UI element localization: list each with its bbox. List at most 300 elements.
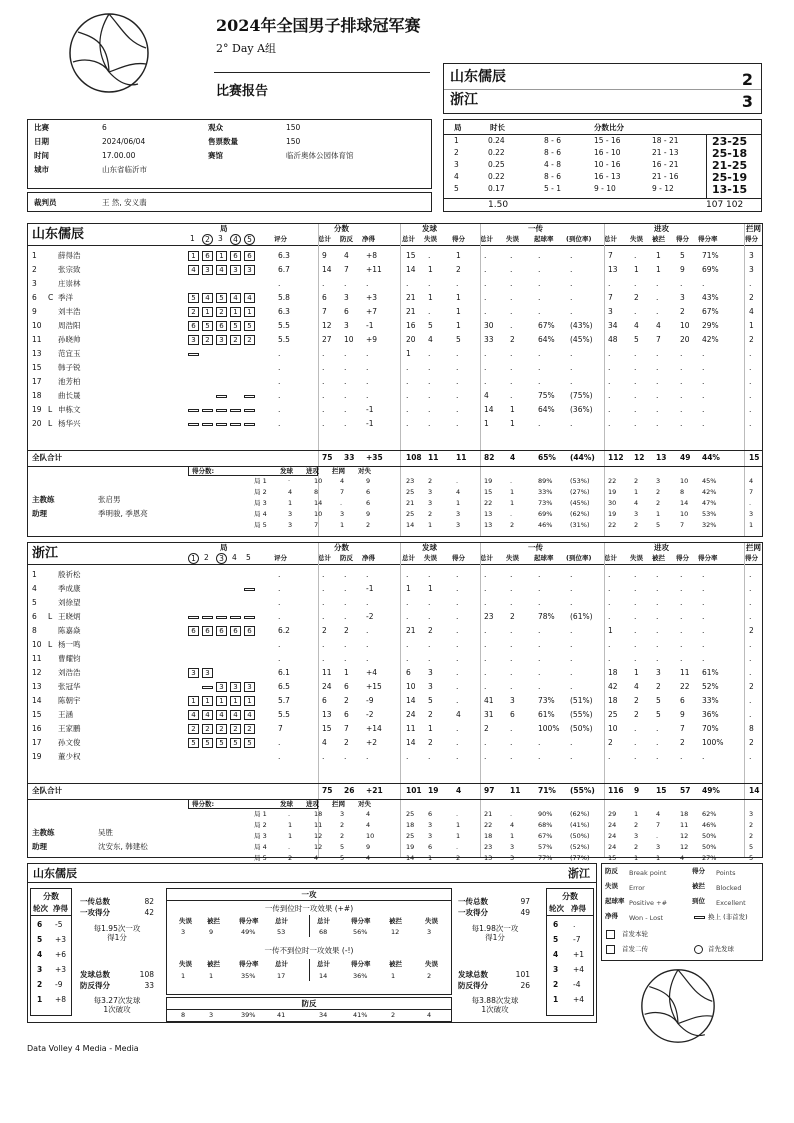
stat-se: . bbox=[428, 419, 431, 428]
sub-marker bbox=[188, 616, 199, 619]
zone-box: 2 bbox=[202, 724, 213, 734]
a-recv-pts-label: 一攻得分 bbox=[80, 908, 110, 917]
stat-ae: 2 bbox=[634, 710, 639, 719]
sets-won-b: 3 bbox=[741, 92, 753, 111]
stat-rt: 31 bbox=[484, 710, 494, 719]
column-header: 总计 bbox=[318, 235, 331, 243]
set-col-num: 4 bbox=[232, 553, 237, 562]
stat-apct: . bbox=[702, 584, 705, 593]
stat-blk: 2 bbox=[749, 335, 754, 344]
player-number: 10 bbox=[32, 321, 42, 330]
player-row bbox=[28, 695, 762, 709]
stat-ap: 9 bbox=[680, 265, 685, 274]
byset-rpos: 89% bbox=[538, 477, 553, 485]
stat-ab: 1 bbox=[656, 265, 661, 274]
byset-st: 14 bbox=[406, 521, 415, 529]
byset-set: 局 1 bbox=[254, 477, 267, 485]
stat-wl: . bbox=[366, 377, 369, 386]
stat-tot: . bbox=[322, 405, 325, 414]
stat-ap: . bbox=[680, 349, 683, 358]
byset-value: 1 bbox=[288, 499, 293, 507]
set-partial-8: 4 - 8 bbox=[544, 160, 562, 169]
byset-st: 14 bbox=[406, 854, 415, 862]
totals-label: 全队合计 bbox=[32, 453, 62, 462]
points-header: 分数 bbox=[334, 224, 349, 233]
stat-ab: . bbox=[656, 363, 659, 372]
legend-sub-marker bbox=[694, 916, 705, 919]
byset-blk: 7 bbox=[749, 488, 754, 496]
byset-ap: 14 bbox=[680, 499, 689, 507]
stat-ap: . bbox=[680, 612, 683, 621]
stat-ap: 20 bbox=[680, 335, 690, 344]
set-duration: 0.24 bbox=[488, 136, 505, 145]
zone-box: 2 bbox=[216, 307, 227, 317]
set-number: 5 bbox=[454, 184, 459, 193]
byset-set: 局 4 bbox=[254, 510, 267, 518]
byset-at: 30 bbox=[608, 499, 617, 507]
stat-bp: . bbox=[344, 570, 347, 579]
stat-re: 2 bbox=[510, 335, 515, 344]
stat-sp: 2 bbox=[456, 265, 461, 274]
so-neg-b: 36% bbox=[353, 972, 368, 980]
a-recv-total: 82 bbox=[144, 897, 154, 906]
byset-rt: 22 bbox=[484, 499, 493, 507]
total-blk: 15 bbox=[749, 453, 760, 462]
stat-blk: . bbox=[749, 584, 752, 593]
column-header: 失误 bbox=[506, 235, 519, 243]
stat-ap: 2 bbox=[680, 738, 685, 747]
player-row bbox=[28, 723, 762, 737]
stat-at: . bbox=[608, 349, 611, 358]
player-name: 孙晓帅 bbox=[58, 335, 81, 344]
set-number: 3 bbox=[454, 160, 459, 169]
rotation-net: . bbox=[573, 920, 576, 929]
byset-re: . bbox=[510, 510, 513, 518]
stat-blk: . bbox=[749, 668, 752, 677]
stat-at: 25 bbox=[608, 710, 618, 719]
player-number: 11 bbox=[32, 654, 42, 663]
stat-wl: . bbox=[366, 752, 369, 761]
stat-rpos: . bbox=[538, 265, 541, 274]
total-st: 101 bbox=[406, 786, 422, 795]
stat-blk: . bbox=[749, 377, 752, 386]
stat-ap: 7 bbox=[680, 724, 685, 733]
stat-apct: . bbox=[702, 405, 705, 414]
byset-ab: 1 bbox=[656, 854, 661, 862]
sets-total-duration: 1.50 bbox=[488, 200, 509, 210]
byset-se: 6 bbox=[428, 810, 433, 818]
stat-v: 5.5 bbox=[278, 710, 290, 719]
rotation-net: -9 bbox=[55, 980, 63, 989]
stat-blk: . bbox=[749, 752, 752, 761]
stat-apct: 61% bbox=[702, 668, 719, 677]
byset-se: 6 bbox=[428, 843, 433, 851]
stat-blk: . bbox=[749, 363, 752, 372]
rotation-number: 5 bbox=[553, 935, 559, 944]
stat-se: 2 bbox=[428, 710, 433, 719]
stat-bp: . bbox=[344, 752, 347, 761]
column-header: 防反 bbox=[340, 554, 353, 562]
byset-rpos: 67% bbox=[538, 832, 553, 840]
stat-sp: . bbox=[456, 584, 459, 593]
zone-box: 6 bbox=[188, 626, 199, 636]
total-sp: 11 bbox=[456, 453, 467, 462]
rot-a-net-label: 净得 bbox=[53, 904, 68, 913]
rot-b-rot-label: 轮次 bbox=[549, 904, 564, 913]
totals-row bbox=[28, 452, 762, 466]
byset-value: 2 bbox=[340, 832, 345, 840]
byset-row bbox=[28, 811, 762, 822]
zone-box: 5 bbox=[216, 738, 227, 748]
stat-blk: 3 bbox=[749, 251, 754, 260]
byset-value: 4 bbox=[366, 854, 371, 862]
byset-apct: 32% bbox=[702, 521, 717, 529]
byset-ab: 5 bbox=[656, 521, 661, 529]
sub-marker bbox=[244, 616, 255, 619]
byset-ap: 18 bbox=[680, 810, 689, 818]
stat-rpos: . bbox=[538, 626, 541, 635]
zone-box: 1 bbox=[216, 696, 227, 706]
zone-box: 6 bbox=[202, 626, 213, 636]
player-number: 19 bbox=[32, 405, 42, 414]
neg-label: 一传不到位时一攻效果 (-!) bbox=[264, 946, 354, 955]
byset-rt: 13 bbox=[484, 854, 493, 862]
byset-sp: 1 bbox=[456, 499, 461, 507]
byset-rpos: 68% bbox=[538, 821, 553, 829]
player-name: 董少权 bbox=[58, 752, 81, 761]
byset-rpos: 46% bbox=[538, 521, 553, 529]
stat-st: 14 bbox=[406, 696, 416, 705]
byset-value: 5 bbox=[340, 854, 345, 862]
legend-term: 起球率 bbox=[605, 897, 625, 905]
byset-value: 18 bbox=[314, 810, 323, 818]
stat-rpos: . bbox=[538, 363, 541, 372]
byset-re: . bbox=[510, 810, 513, 818]
stat-wl: -1 bbox=[366, 419, 374, 428]
rotation-b bbox=[546, 888, 594, 1016]
stat-blk: 2 bbox=[749, 626, 754, 635]
stat-apct: . bbox=[702, 349, 705, 358]
rotation-net: +8 bbox=[55, 995, 67, 1004]
stat-apct: 71% bbox=[702, 251, 719, 260]
byset-value: 4 bbox=[366, 821, 371, 829]
byset-blk: . bbox=[749, 499, 752, 507]
byset-re: 2 bbox=[510, 521, 515, 529]
stat-ae: 1 bbox=[634, 668, 639, 677]
zone-box: 4 bbox=[230, 710, 241, 720]
stat-apct: 42% bbox=[702, 335, 719, 344]
stat-sp: 4 bbox=[456, 710, 461, 719]
coach-name: 张启男 bbox=[98, 495, 121, 504]
team-name: 浙江 bbox=[32, 546, 59, 561]
column-header: 得分 bbox=[676, 235, 689, 243]
set-number: 1 bbox=[454, 136, 459, 145]
stat-bp: 2 bbox=[344, 626, 349, 635]
stat-ae: . bbox=[634, 391, 637, 400]
bp-a: 39% bbox=[241, 1011, 256, 1019]
byset-apct: 42% bbox=[702, 488, 717, 496]
column-header: 评分 bbox=[274, 554, 287, 562]
so-col-head: 失误 bbox=[179, 917, 192, 925]
player-name: 曲长晟 bbox=[58, 391, 81, 400]
byset-st: 21 bbox=[406, 499, 415, 507]
stat-sp: 1 bbox=[456, 293, 461, 302]
zone-box: 3 bbox=[244, 265, 255, 275]
stat-st: . bbox=[406, 570, 409, 579]
stat-sp: . bbox=[456, 570, 459, 579]
stat-st: 1 bbox=[406, 584, 411, 593]
byset-value: 11 bbox=[314, 821, 323, 829]
stat-se: . bbox=[428, 363, 431, 372]
stat-tot: 24 bbox=[322, 682, 332, 691]
stat-rt: 23 bbox=[484, 612, 494, 621]
so-col-head: 得分率 bbox=[239, 917, 259, 925]
byset-rexc: (27%) bbox=[570, 488, 590, 496]
stat-re: . bbox=[510, 279, 513, 288]
zone-box: 3 bbox=[216, 335, 227, 345]
legend-desc: Won - Lost bbox=[629, 914, 664, 922]
a-recv-pts: 42 bbox=[144, 908, 154, 917]
stat-ab: . bbox=[656, 752, 659, 761]
stat-sp: . bbox=[456, 626, 459, 635]
stat-sp: . bbox=[456, 349, 459, 358]
player-number: 17 bbox=[32, 377, 42, 386]
stat-se: . bbox=[428, 251, 431, 260]
zone-box: 1 bbox=[244, 307, 255, 317]
player-row bbox=[28, 625, 762, 639]
stat-tot: . bbox=[322, 598, 325, 607]
set-partial-16: 15 - 16 bbox=[594, 136, 621, 145]
set-partial-21: 9 - 12 bbox=[652, 184, 674, 193]
stat-ab: . bbox=[656, 584, 659, 593]
stat-re: . bbox=[510, 391, 513, 400]
total-apct: 49% bbox=[702, 786, 720, 795]
stat-se: 2 bbox=[428, 626, 433, 635]
stat-sp: . bbox=[456, 377, 459, 386]
rot-b-points-label: 分数 bbox=[562, 892, 578, 901]
byset-value: 7 bbox=[340, 488, 345, 496]
stat-ab: 5 bbox=[656, 696, 661, 705]
stat-tot: 2 bbox=[322, 626, 327, 635]
player-row bbox=[28, 306, 762, 320]
zone-box: 4 bbox=[230, 293, 241, 303]
stat-wl: . bbox=[366, 570, 369, 579]
stat-se: 3 bbox=[428, 682, 433, 691]
zone-box: 3 bbox=[202, 265, 213, 275]
byset-value: 5 bbox=[340, 843, 345, 851]
team-b-stats bbox=[27, 542, 763, 862]
stat-rt: . bbox=[484, 640, 487, 649]
byset-value: 9 bbox=[366, 477, 371, 485]
so-neg-a: 1 bbox=[181, 972, 186, 980]
byset-ab: 2 bbox=[656, 488, 661, 496]
stat-ap: 11 bbox=[680, 668, 690, 677]
set-partial-8: 8 - 6 bbox=[544, 172, 562, 181]
stat-apct: . bbox=[702, 377, 705, 386]
stat-rexc: . bbox=[570, 640, 573, 649]
bp-b: 41% bbox=[353, 1011, 368, 1019]
stat-rt: . bbox=[484, 668, 487, 677]
set-col-num: 1 bbox=[188, 553, 199, 564]
stat-st: 15 bbox=[406, 251, 416, 260]
stat-blk: 2 bbox=[749, 682, 754, 691]
stat-ab: . bbox=[656, 724, 659, 733]
audience-value: 150 bbox=[286, 123, 301, 132]
player-name: 范宜玉 bbox=[58, 349, 81, 358]
so-perfect-a: 9 bbox=[209, 928, 214, 936]
stat-tot: . bbox=[322, 654, 325, 663]
stat-sp: . bbox=[456, 682, 459, 691]
total-bp: 33 bbox=[344, 453, 355, 462]
block-header: 拦网 bbox=[746, 543, 761, 552]
stat-rexc: . bbox=[570, 598, 573, 607]
stat-wl: . bbox=[366, 363, 369, 372]
zone-box: 4 bbox=[216, 265, 227, 275]
stat-apct: . bbox=[702, 419, 705, 428]
stat-st: . bbox=[406, 279, 409, 288]
player-name: 刘徐望 bbox=[58, 598, 81, 607]
stat-st: . bbox=[406, 598, 409, 607]
byset-ae: 2 bbox=[634, 821, 639, 829]
stat-bp: 4 bbox=[344, 251, 349, 260]
stat-v: . bbox=[278, 752, 281, 761]
legend-first-box bbox=[606, 930, 615, 939]
stat-apct: 43% bbox=[702, 293, 719, 302]
stat-tot: . bbox=[322, 752, 325, 761]
byset-apct: 50% bbox=[702, 832, 717, 840]
stat-ab: . bbox=[656, 377, 659, 386]
stat-ae: 2 bbox=[634, 293, 639, 302]
player-number: 8 bbox=[32, 626, 37, 635]
stat-at: 18 bbox=[608, 696, 618, 705]
stat-ab: . bbox=[656, 349, 659, 358]
score-team-a: 山东儒辰 bbox=[450, 69, 506, 85]
stat-apct: . bbox=[702, 612, 705, 621]
assistant-names: 季明骏, 季恩亮 bbox=[98, 509, 148, 518]
stat-bp: . bbox=[344, 419, 347, 428]
so-neg-b: 14 bbox=[319, 972, 328, 980]
byset-row bbox=[28, 522, 762, 533]
stat-rexc: . bbox=[570, 584, 573, 593]
byset-at: 29 bbox=[608, 810, 617, 818]
byset-ap: 10 bbox=[680, 510, 689, 518]
stat-bp: . bbox=[344, 612, 347, 621]
byset-line bbox=[28, 799, 762, 800]
byset-rexc: (31%) bbox=[570, 521, 590, 529]
stat-re: . bbox=[510, 668, 513, 677]
player-name: 池芳柏 bbox=[58, 377, 81, 386]
player-name: 申栋文 bbox=[58, 405, 81, 414]
player-number: 14 bbox=[32, 696, 42, 705]
player-row bbox=[28, 681, 762, 695]
player-number: 15 bbox=[32, 363, 42, 372]
set-number: 2 bbox=[454, 148, 459, 157]
player-name: 韩子锐 bbox=[58, 363, 81, 372]
stat-ae: . bbox=[634, 363, 637, 372]
stat-rexc: (75%) bbox=[570, 391, 593, 400]
venue-label: 赛馆 bbox=[208, 151, 223, 160]
zone-box: 6 bbox=[230, 251, 241, 261]
stat-ap: . bbox=[680, 584, 683, 593]
byset-value: 3 bbox=[288, 510, 293, 518]
set-duration: 0.25 bbox=[488, 160, 505, 169]
byset-row bbox=[28, 822, 762, 833]
stat-ap: . bbox=[680, 279, 683, 288]
stat-ae: . bbox=[634, 251, 637, 260]
byset-rexc: (41%) bbox=[570, 821, 590, 829]
player-name: 薛得浩 bbox=[58, 251, 81, 260]
stat-at: 2 bbox=[608, 738, 613, 747]
stat-tot: 4 bbox=[322, 738, 327, 747]
stat-v: . bbox=[278, 738, 281, 747]
column-header: 失误 bbox=[424, 554, 437, 562]
stat-apct: . bbox=[702, 752, 705, 761]
set-col-num: 1 bbox=[190, 234, 195, 243]
column-header: 净得 bbox=[362, 554, 375, 562]
stat-rt: 2 bbox=[484, 724, 489, 733]
volleyball-logo-bottom-icon bbox=[640, 968, 716, 1044]
byset-se: 3 bbox=[428, 821, 433, 829]
total-at: 116 bbox=[608, 786, 624, 795]
stat-se: . bbox=[428, 570, 431, 579]
stat-rexc: (36%) bbox=[570, 405, 593, 414]
sub-marker bbox=[188, 423, 199, 426]
stat-rt: . bbox=[484, 265, 487, 274]
stat-ab: . bbox=[656, 738, 659, 747]
stat-ae: . bbox=[634, 279, 637, 288]
coach-name: 吴胜 bbox=[98, 828, 113, 837]
legend-term: 失误 bbox=[605, 882, 618, 890]
stat-ae: . bbox=[634, 752, 637, 761]
byset-rpos: 73% bbox=[538, 499, 553, 507]
rotation-net: +4 bbox=[573, 965, 585, 974]
byset-re: 3 bbox=[510, 843, 515, 851]
byset-apct: 50% bbox=[702, 843, 717, 851]
stat-ap: 10 bbox=[680, 321, 690, 330]
totals-line bbox=[28, 783, 762, 784]
stat-se: . bbox=[428, 279, 431, 288]
sub-marker bbox=[202, 686, 213, 689]
byset-st: 25 bbox=[406, 510, 415, 518]
stat-apct: 29% bbox=[702, 321, 719, 330]
zone-box: 3 bbox=[244, 682, 255, 692]
byset-value: 10 bbox=[366, 832, 375, 840]
zone-box: 1 bbox=[202, 696, 213, 706]
stat-tot: . bbox=[322, 640, 325, 649]
byset-value: 2 bbox=[366, 521, 371, 529]
byset-ab: 4 bbox=[656, 810, 661, 818]
stat-apct: . bbox=[702, 279, 705, 288]
stat-wl: -9 bbox=[366, 696, 374, 705]
column-header: 得分率 bbox=[698, 235, 718, 243]
player-row bbox=[28, 348, 762, 362]
player-name: 王家鹏 bbox=[58, 724, 81, 733]
rotation-net: +3 bbox=[55, 935, 67, 944]
footer-credit: Data Volley 4 Media - Media bbox=[27, 1044, 139, 1053]
sub-marker bbox=[244, 423, 255, 426]
stat-at: . bbox=[608, 279, 611, 288]
stat-ap: 9 bbox=[680, 710, 685, 719]
stat-v: . bbox=[278, 391, 281, 400]
column-header: (到位率) bbox=[566, 235, 592, 243]
stat-ap: . bbox=[680, 419, 683, 428]
byset-ap: 11 bbox=[680, 821, 689, 829]
total-re: 4 bbox=[510, 453, 516, 462]
stat-rpos: . bbox=[538, 251, 541, 260]
set-partial-21: 16 - 21 bbox=[652, 160, 679, 169]
player-name: 王晓炳 bbox=[58, 612, 81, 621]
byset-value: 8 bbox=[314, 488, 319, 496]
